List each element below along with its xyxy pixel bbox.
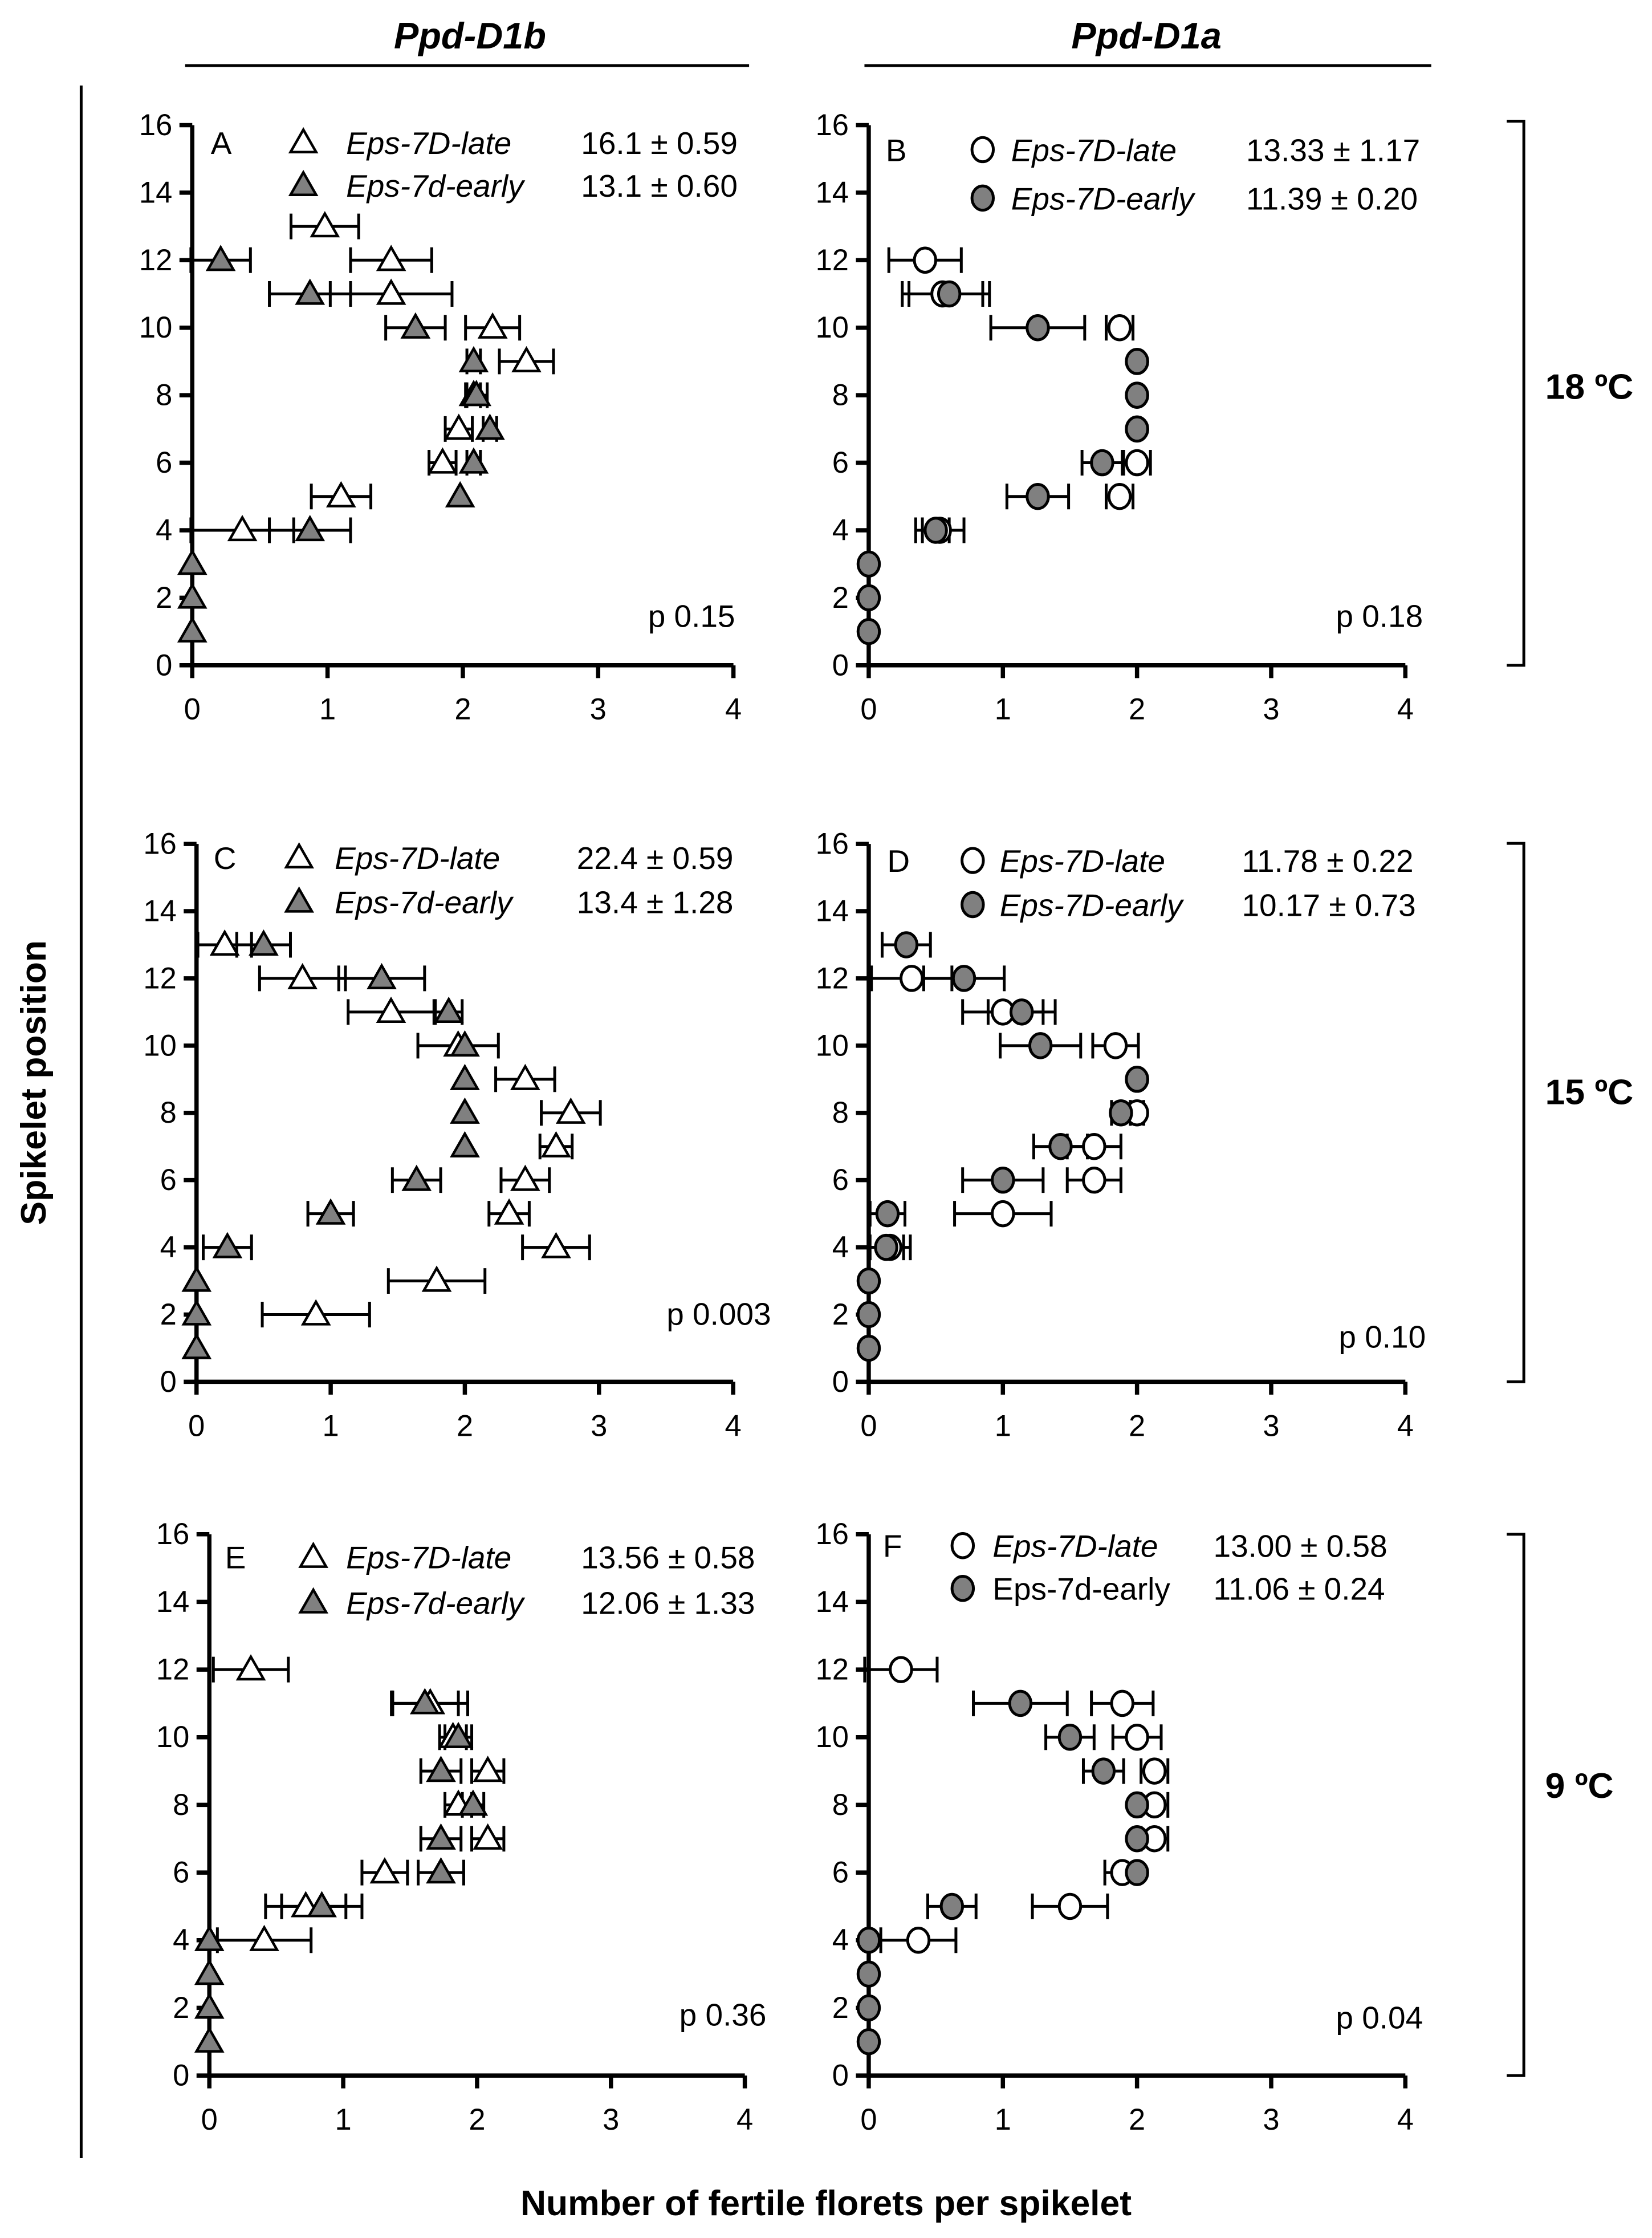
legend-marker-late [972,137,993,161]
y-tick-label: 16 [815,827,849,861]
data-point-late [543,1234,569,1257]
data-point-late [430,450,455,472]
x-tick-label: 3 [589,693,607,726]
y-tick-label: 2 [832,1298,849,1332]
data-point-late [512,1066,538,1088]
data-point-late [251,1927,277,1949]
panel-letter: A [210,125,232,161]
data-point-early [1126,1861,1148,1884]
y-tick-label: 2 [160,1298,177,1332]
data-point-late [1109,485,1130,509]
x-tick-label: 2 [1129,2103,1146,2137]
data-point-early [461,450,486,472]
legend-name-late: Eps-7D-late [335,840,501,876]
x-tick-label: 2 [469,2103,486,2137]
temp-bracket-15 [1507,843,1633,1382]
data-point-early [318,1201,344,1223]
y-tick-label: 16 [156,1518,190,1551]
legend-value-early: 12.06 ± 1.33 [581,1585,755,1621]
data-point-late [514,348,539,371]
legend-marker-late [286,845,312,867]
data-point-late [328,484,354,506]
data-point-late [914,248,935,272]
data-point-early [251,932,276,954]
data-point-late [379,247,404,270]
legend-marker-late [300,1544,326,1566]
data-point-early [1011,1000,1032,1024]
data-point-early [941,1894,962,1918]
y-tick-label: 12 [156,1653,190,1687]
legend-value-late: 13.00 ± 0.58 [1213,1528,1387,1564]
y-tick-label: 10 [815,311,849,345]
x-tick-label: 3 [603,2103,620,2137]
data-point-early [953,966,974,990]
legend-name-early: Eps-7D-early [1011,181,1194,217]
x-tick-label: 4 [1397,693,1414,726]
legend-name-early: Eps-7d-early [335,884,512,920]
data-point-early [1059,1725,1080,1749]
y-tick-label: 0 [832,2059,849,2093]
x-tick-label: 3 [1263,1410,1280,1443]
y-tick-label: 14 [143,895,177,928]
x-tick-label: 4 [725,693,742,726]
data-point-late [424,1268,450,1290]
y-tick-label: 0 [156,649,173,683]
y-tick-label: 16 [815,1518,849,1551]
x-tick-label: 4 [737,2103,754,2137]
data-point-late [901,966,922,990]
data-point-early [1092,450,1113,474]
x-axis-label: Number of fertile florets per spikelet [520,2183,1132,2223]
data-point-early [992,1168,1014,1192]
p-value: p 0.003 [666,1296,771,1332]
data-point-early [1027,485,1048,509]
legend-name-early: Eps-7d-early [346,168,524,204]
data-point-late [303,1302,329,1324]
data-point-late [475,1826,501,1848]
panel-letter: B [885,132,907,168]
panel-F [816,1518,1423,2137]
y-tick-label: 8 [160,1096,177,1130]
legend-marker-late [291,129,316,152]
data-point-early [180,619,205,641]
x-tick-label: 0 [860,2103,877,2137]
legend-name-late: Eps-7D-late [1011,132,1177,168]
data-point-late [379,999,404,1021]
panel-letter: E [225,1540,246,1575]
x-tick-label: 4 [1397,2103,1414,2137]
y-tick-label: 4 [832,1924,849,1957]
data-point-early [858,619,879,643]
p-value: p 0.04 [1336,2000,1423,2036]
legend-marker-late [962,848,983,872]
data-point-early [1126,383,1148,407]
data-point-late [543,1134,569,1156]
data-point-late [312,214,337,236]
y-tick-label: 6 [832,1164,849,1197]
x-tick-label: 4 [725,1410,742,1443]
x-tick-label: 2 [1129,1410,1146,1443]
data-point-early [858,552,879,576]
data-point-early [1126,1827,1148,1851]
x-tick-label: 4 [1397,1410,1414,1443]
p-value: p 0.15 [648,598,735,634]
y-tick-label: 6 [160,1164,177,1197]
data-point-early [1126,1793,1148,1817]
data-point-early [297,517,323,539]
data-point-early [925,518,946,542]
legend-value-early: 13.1 ± 0.60 [581,168,738,204]
x-tick-label: 2 [1129,693,1146,726]
y-tick-label: 0 [832,649,849,683]
y-tick-label: 4 [173,1924,190,1957]
data-point-early [461,348,486,371]
data-point-early [858,1269,879,1293]
y-tick-label: 12 [143,962,177,996]
data-point-late [1084,1168,1105,1192]
data-point-early [1050,1134,1071,1158]
y-axis-label: Spikelet position [13,940,54,1225]
data-point-early [369,965,394,988]
y-tick-label: 6 [832,1856,849,1890]
x-tick-label: 3 [1263,2103,1280,2137]
x-tick-label: 1 [994,1410,1011,1443]
legend-value-late: 16.1 ± 0.59 [581,125,738,161]
legend-value-late: 22.4 ± 0.59 [576,840,734,876]
temp-label-9: 9 ºC [1545,1765,1614,1806]
legend-name-early: Eps-7D-early [999,887,1183,923]
y-tick-label: 4 [832,514,849,547]
y-tick-label: 16 [143,827,177,861]
data-point-early [452,1066,478,1088]
y-tick-label: 4 [160,1231,177,1265]
data-point-late [480,315,506,337]
y-tick-label: 4 [156,514,173,547]
data-point-early [896,933,917,957]
data-point-early [858,1996,879,2020]
data-point-late [1059,1894,1080,1918]
data-point-early [297,281,323,303]
data-point-late [1109,315,1130,339]
p-value: p 0.18 [1336,598,1423,634]
y-tick-label: 10 [143,1029,177,1063]
x-tick-label: 0 [201,2103,218,2137]
y-tick-label: 14 [815,895,849,928]
legend-name-late: Eps-7D-late [999,843,1165,879]
data-point-late [1084,1134,1105,1158]
data-point-late [1126,450,1148,474]
data-point-early [184,1335,209,1358]
y-tick-label: 12 [815,962,849,996]
y-tick-label: 0 [832,1365,849,1399]
data-point-early [452,1134,478,1156]
y-tick-label: 14 [156,1585,190,1619]
data-point-late [212,932,238,954]
legend-value-late: 11.78 ± 0.22 [1242,843,1414,879]
y-tick-label: 0 [173,2059,190,2093]
data-point-late [512,1167,538,1189]
panel-letter: D [887,843,910,879]
data-point-early [858,586,879,610]
data-point-early [1126,1067,1148,1091]
panel-letter: C [213,840,237,876]
data-point-early [436,999,462,1021]
data-point-late [558,1100,584,1122]
data-point-early [208,247,234,270]
x-tick-label: 1 [994,693,1011,726]
data-point-early [877,1201,898,1225]
panel-C [143,828,771,1443]
y-tick-label: 12 [815,243,849,277]
data-point-early [214,1234,240,1257]
data-point-early [1093,1759,1114,1783]
data-point-early [428,1758,454,1781]
y-tick-label: 12 [815,1653,849,1687]
y-tick-label: 6 [156,446,173,480]
y-tick-label: 2 [832,1991,849,2025]
y-tick-label: 0 [160,1365,177,1399]
panel-E [156,1518,767,2137]
data-point-early [858,1302,879,1326]
y-tick-label: 8 [156,379,173,412]
x-tick-label: 3 [591,1410,608,1443]
x-tick-label: 0 [860,1410,877,1443]
data-point-late [908,1928,929,1952]
header-ppd-d1a: Ppd-D1a [1071,15,1222,57]
data-point-late [1105,1034,1126,1058]
y-tick-label: 16 [139,108,173,142]
y-tick-label: 8 [832,1788,849,1822]
panel-B [816,109,1423,726]
data-point-early [428,1860,454,1882]
y-tick-label: 10 [815,1029,849,1063]
x-tick-label: 1 [335,2103,352,2137]
data-point-late [238,1657,264,1679]
data-point-early [1126,350,1148,373]
y-tick-label: 2 [156,581,173,615]
legend-name-late: Eps-7D-late [992,1528,1158,1564]
data-point-early [180,551,205,574]
data-point-early [447,484,473,506]
data-point-early [938,282,959,306]
legend-name-late: Eps-7D-late [346,1540,512,1575]
temp-label-18: 18 ºC [1545,367,1634,407]
y-tick-label: 2 [173,1991,190,2025]
legend-name-early: Eps-7d-early [346,1585,524,1621]
data-point-late [1144,1759,1165,1783]
y-tick-label: 2 [832,581,849,615]
panel-D [816,828,1426,1443]
header-ppd-d1b: Ppd-D1b [393,15,546,57]
data-point-late [290,965,315,988]
x-tick-label: 2 [454,693,471,726]
y-tick-label: 10 [156,1721,190,1754]
data-point-early [1027,315,1048,339]
x-tick-label: 3 [1263,693,1280,726]
x-tick-label: 0 [184,693,201,726]
legend-marker-early [952,1576,973,1600]
y-tick-label: 10 [815,1721,849,1754]
legend-name-early: Eps-7d-early [992,1571,1170,1607]
data-point-late [379,281,404,303]
legend-name-late: Eps-7D-late [346,125,512,161]
temp-label-15: 15 ºC [1545,1072,1634,1112]
y-tick-label: 8 [832,1096,849,1130]
data-point-early [1030,1034,1051,1058]
data-point-early [1010,1691,1031,1715]
panel-A [139,109,742,726]
y-tick-label: 14 [815,1585,849,1619]
data-point-early [477,416,503,438]
data-point-early [404,1167,429,1189]
legend-value-early: 13.4 ± 1.28 [576,884,734,920]
y-tick-label: 6 [832,446,849,480]
x-tick-label: 1 [319,693,336,726]
data-point-early [452,1100,478,1122]
data-point-late [446,416,471,438]
y-tick-label: 8 [832,379,849,412]
data-point-late [1112,1691,1133,1715]
legend-marker-early [972,186,993,210]
panel-letter: F [882,1528,902,1564]
y-tick-label: 10 [139,311,173,345]
legend-value-early: 10.17 ± 0.73 [1242,887,1416,923]
data-point-late [992,1201,1014,1225]
y-tick-label: 16 [815,108,849,142]
data-point-early [876,1235,897,1259]
legend-value-late: 13.56 ± 0.58 [581,1540,755,1575]
data-point-late [475,1758,501,1781]
data-point-early [428,1826,454,1848]
legend-marker-early [286,889,312,911]
data-point-early [858,1336,879,1360]
p-value: p 0.36 [679,1997,767,2033]
x-tick-label: 1 [994,2103,1011,2137]
data-point-late [890,1658,912,1681]
data-point-early [197,1961,222,1984]
data-point-early [184,1268,209,1290]
legend-marker-late [952,1533,973,1557]
temp-bracket-18 [1507,121,1633,665]
x-tick-label: 2 [456,1410,474,1443]
x-tick-label: 1 [322,1410,339,1443]
y-tick-label: 14 [815,176,849,210]
legend-value-late: 13.33 ± 1.17 [1246,132,1421,168]
temp-bracket-9 [1507,1534,1613,2075]
data-point-early [402,315,428,337]
y-tick-label: 6 [173,1856,190,1890]
data-point-early [858,2030,879,2054]
data-point-late [1126,1725,1148,1749]
legend-value-early: 11.06 ± 0.24 [1213,1571,1385,1607]
data-point-late [372,1860,397,1882]
data-point-early [1126,417,1148,441]
data-point-early [858,1928,879,1952]
legend-value-early: 11.39 ± 0.20 [1246,181,1418,217]
data-point-late [497,1201,522,1223]
y-tick-label: 14 [139,176,173,210]
y-tick-label: 8 [173,1788,190,1822]
y-tick-label: 12 [139,243,173,277]
x-tick-label: 0 [188,1410,205,1443]
legend-marker-early [300,1590,326,1612]
data-point-late [230,517,255,539]
data-point-early [197,2029,222,2051]
data-point-early [1110,1101,1132,1125]
legend-marker-early [962,892,983,916]
p-value: p 0.10 [1338,1319,1426,1355]
x-tick-label: 0 [860,693,877,726]
data-point-early [858,1962,879,1986]
legend-marker-early [291,172,316,194]
y-tick-label: 4 [832,1231,849,1265]
